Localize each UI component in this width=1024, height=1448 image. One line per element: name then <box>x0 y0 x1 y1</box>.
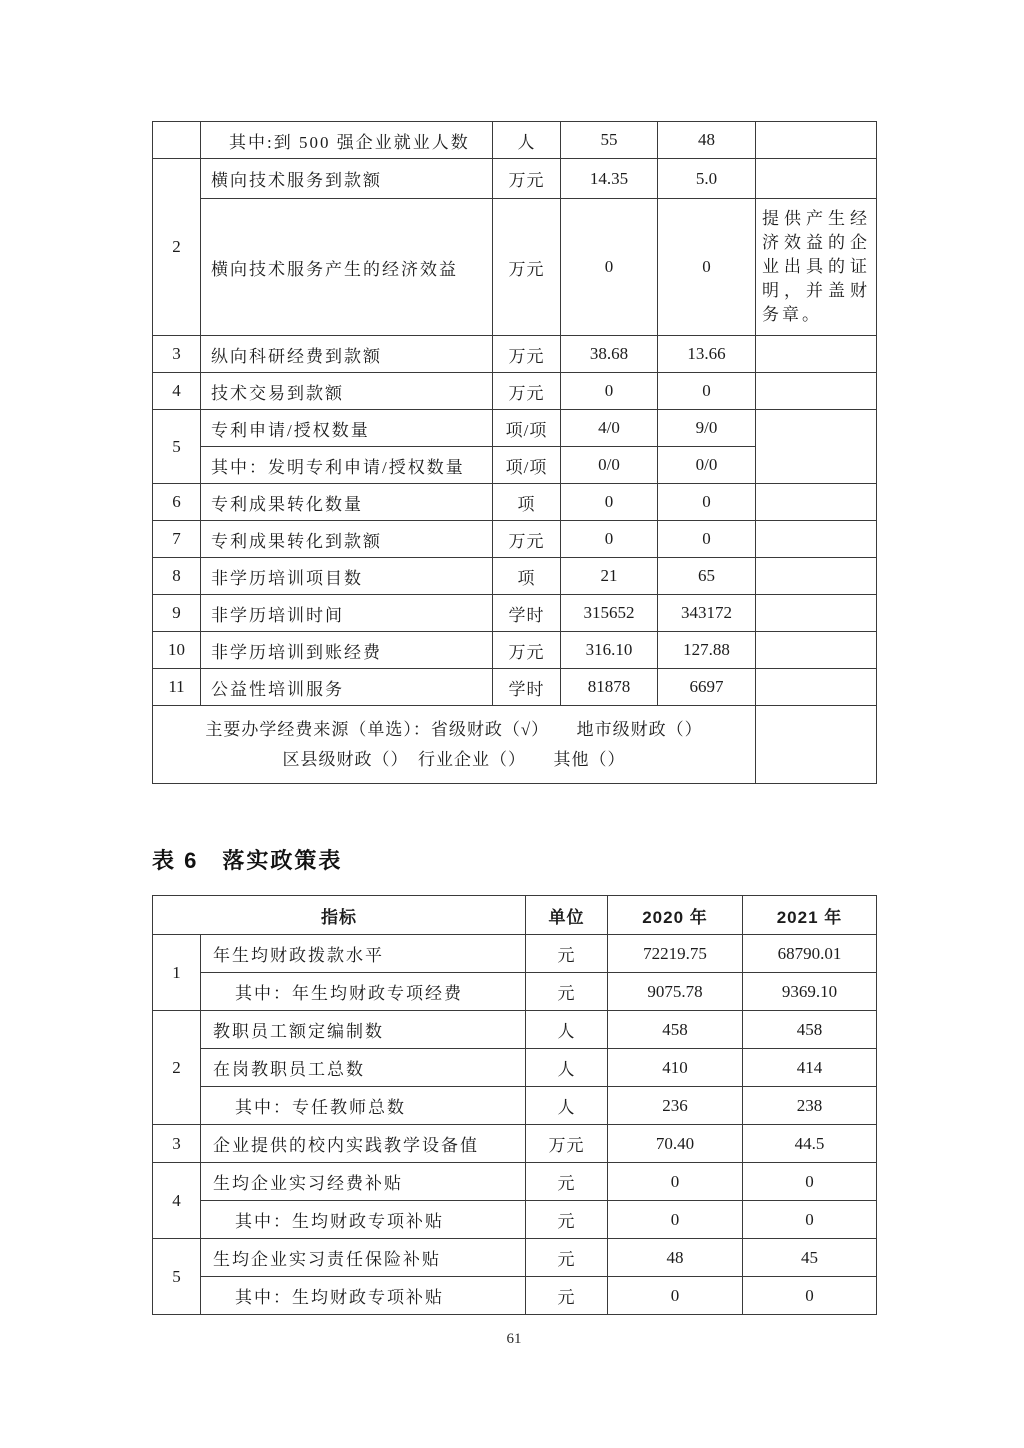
cell-unit: 万元 <box>493 159 561 199</box>
funding-source-cell <box>153 706 756 784</box>
cell-remark <box>756 122 877 159</box>
table-row <box>153 669 877 706</box>
header-2020: 2020 年 <box>608 896 743 935</box>
page-content <box>152 0 876 1348</box>
cell-indicator: 其中：生均财政专项补贴 <box>201 1277 526 1315</box>
header-row <box>153 896 877 935</box>
table-row <box>153 484 877 521</box>
cell-unit: 元 <box>526 1277 608 1315</box>
cell-row-number: 9 <box>153 595 201 632</box>
cell-value-2021: 13.66 <box>658 336 756 373</box>
cell-unit: 项 <box>493 484 561 521</box>
cell-indicator: 其中：专任教师总数 <box>201 1087 526 1125</box>
indicator-table-continued <box>152 121 877 784</box>
table-row <box>153 1163 877 1201</box>
cell-value-2020: 0 <box>608 1201 743 1239</box>
cell-indicator: 其中：生均财政专项补贴 <box>201 1201 526 1239</box>
table-row <box>153 1087 877 1125</box>
cell-indicator: 纵向科研经费到款额 <box>201 336 493 373</box>
cell-value-2020: 38.68 <box>561 336 658 373</box>
table-row <box>153 632 877 669</box>
cell-remark <box>756 558 877 595</box>
cell-indicator: 其中：年生均财政专项经费 <box>201 973 526 1011</box>
cell-unit: 学时 <box>493 669 561 706</box>
cell-value-2020: 0 <box>608 1163 743 1201</box>
cell-value-2021: 0 <box>658 373 756 410</box>
cell-value-2020: 14.35 <box>561 159 658 199</box>
cell-indicator: 专利申请/授权数量 <box>201 410 493 447</box>
cell-unit: 元 <box>526 1239 608 1277</box>
cell-value-2021: 0 <box>743 1163 877 1201</box>
cell-value-2021: 343172 <box>658 595 756 632</box>
cell-remark <box>756 336 877 373</box>
cell-indicator: 公益性培训服务 <box>201 669 493 706</box>
cell-value-2020: 0 <box>561 199 658 336</box>
cell-unit: 项 <box>493 558 561 595</box>
cell-indicator: 生均企业实习经费补贴 <box>201 1163 526 1201</box>
cell-value-2021: 65 <box>658 558 756 595</box>
table-row <box>153 373 877 410</box>
cell-remark <box>756 199 877 336</box>
cell-unit: 万元 <box>493 521 561 558</box>
table-row <box>153 1011 877 1049</box>
cell-value-2020: 0/0 <box>561 447 658 484</box>
cell-indicator: 非学历培训到账经费 <box>201 632 493 669</box>
funding-source-line2: 区县级财政（） 行业企业（） 其他（） <box>282 749 626 769</box>
cell-remark <box>756 521 877 558</box>
cell-remark <box>756 706 877 784</box>
cell-value-2021: 48 <box>658 122 756 159</box>
cell-indicator: 其中：发明专利申请/授权数量 <box>201 447 493 484</box>
cell-row-number: 10 <box>153 632 201 669</box>
cell-value-2021: 44.5 <box>743 1125 877 1163</box>
cell-remark <box>756 632 877 669</box>
cell-value-2021: 0 <box>658 521 756 558</box>
cell-value-2021: 0 <box>658 199 756 336</box>
cell-remark <box>756 595 877 632</box>
cell-indicator: 横向技术服务到款额 <box>201 159 493 199</box>
table-row <box>153 159 877 199</box>
cell-value-2020: 316.10 <box>561 632 658 669</box>
cell-value-2020: 0 <box>561 484 658 521</box>
cell-value-2021: 127.88 <box>658 632 756 669</box>
cell-row-number: 6 <box>153 484 201 521</box>
cell-value-2020: 81878 <box>561 669 658 706</box>
cell-indicator: 生均企业实习责任保险补贴 <box>201 1239 526 1277</box>
cell-indicator: 专利成果转化到款额 <box>201 521 493 558</box>
table-row <box>153 1125 877 1163</box>
table-row <box>153 973 877 1011</box>
cell-value-2020: 48 <box>608 1239 743 1277</box>
cell-row-number: 2 <box>153 1011 201 1125</box>
cell-unit: 人 <box>526 1011 608 1049</box>
cell-unit: 学时 <box>493 595 561 632</box>
table-row <box>153 336 877 373</box>
cell-remark <box>756 410 877 484</box>
cell-unit: 人 <box>526 1049 608 1087</box>
cell-unit: 项/项 <box>493 447 561 484</box>
table-row <box>153 122 877 159</box>
cell-remark <box>756 159 877 199</box>
cell-value-2021: 0/0 <box>658 447 756 484</box>
cell-unit: 元 <box>526 1201 608 1239</box>
cell-value-2020: 72219.75 <box>608 935 743 973</box>
cell-unit: 万元 <box>493 199 561 336</box>
cell-unit: 万元 <box>526 1125 608 1163</box>
cell-row-number: 1 <box>153 935 201 1011</box>
cell-value-2020: 70.40 <box>608 1125 743 1163</box>
cell-value-2020: 55 <box>561 122 658 159</box>
table-row <box>153 199 877 336</box>
cell-row-number <box>153 122 201 159</box>
cell-value-2020: 9075.78 <box>608 973 743 1011</box>
table-row <box>153 1049 877 1087</box>
header-unit: 单位 <box>526 896 608 935</box>
cell-value-2021: 68790.01 <box>743 935 877 973</box>
table-row <box>153 558 877 595</box>
cell-indicator: 非学历培训时间 <box>201 595 493 632</box>
table6-heading: 表 6 落实政策表 <box>152 848 343 873</box>
cell-value-2020: 458 <box>608 1011 743 1049</box>
header-2021: 2021 年 <box>743 896 877 935</box>
cell-value-2021: 6697 <box>658 669 756 706</box>
cell-value-2020: 21 <box>561 558 658 595</box>
table-row <box>153 595 877 632</box>
funding-source-line1: 主要办学经费来源（单选）：省级财政（√） 地市级财政（） <box>205 719 703 739</box>
cell-value-2021: 9369.10 <box>743 973 877 1011</box>
funding-source-row <box>153 706 877 784</box>
table-row <box>153 1277 877 1315</box>
cell-indicator: 其中:到 500 强企业就业人数 <box>201 122 493 159</box>
cell-value-2020: 0 <box>561 521 658 558</box>
cell-row-number: 4 <box>153 1163 201 1239</box>
cell-row-number: 7 <box>153 521 201 558</box>
cell-value-2020: 0 <box>608 1277 743 1315</box>
cell-value-2020: 236 <box>608 1087 743 1125</box>
cell-row-number: 2 <box>153 159 201 336</box>
cell-remark <box>756 373 877 410</box>
cell-row-number: 4 <box>153 373 201 410</box>
cell-value-2021: 458 <box>743 1011 877 1049</box>
cell-indicator: 非学历培训项目数 <box>201 558 493 595</box>
cell-value-2020: 0 <box>561 373 658 410</box>
cell-remark <box>756 484 877 521</box>
table-row <box>153 1201 877 1239</box>
cell-row-number: 5 <box>153 410 201 484</box>
cell-row-number: 3 <box>153 336 201 373</box>
cell-value-2021: 0 <box>658 484 756 521</box>
cell-value-2021: 238 <box>743 1087 877 1125</box>
cell-value-2020: 410 <box>608 1049 743 1087</box>
cell-value-2021: 414 <box>743 1049 877 1087</box>
cell-unit: 元 <box>526 973 608 1011</box>
cell-value-2021: 5.0 <box>658 159 756 199</box>
table-row <box>153 935 877 973</box>
table-row <box>153 1239 877 1277</box>
cell-value-2020: 4/0 <box>561 410 658 447</box>
cell-indicator: 横向技术服务产生的经济效益 <box>201 199 493 336</box>
cell-value-2021: 0 <box>743 1201 877 1239</box>
cell-indicator: 在岗教职员工总数 <box>201 1049 526 1087</box>
cell-unit: 人 <box>526 1087 608 1125</box>
cell-unit: 元 <box>526 1163 608 1201</box>
cell-unit: 项/项 <box>493 410 561 447</box>
cell-unit: 万元 <box>493 336 561 373</box>
cell-row-number: 3 <box>153 1125 201 1163</box>
cell-unit: 元 <box>526 935 608 973</box>
cell-value-2021: 0 <box>743 1277 877 1315</box>
cell-value-2021: 9/0 <box>658 410 756 447</box>
page-number: 61 <box>506 1331 522 1347</box>
cell-row-number: 11 <box>153 669 201 706</box>
table-row <box>153 521 877 558</box>
cell-remark <box>756 669 877 706</box>
cell-indicator: 专利成果转化数量 <box>201 484 493 521</box>
cell-value-2020: 315652 <box>561 595 658 632</box>
header-indicator: 指标 <box>153 896 526 935</box>
cell-unit: 人 <box>493 122 561 159</box>
remark-text: 提供产生经济效益的企业出具的证明，并盖财务章。 <box>762 209 870 324</box>
table-row <box>153 410 877 447</box>
cell-indicator: 技术交易到款额 <box>201 373 493 410</box>
cell-value-2021: 45 <box>743 1239 877 1277</box>
policy-table <box>152 895 877 1315</box>
cell-unit: 万元 <box>493 632 561 669</box>
cell-unit: 万元 <box>493 373 561 410</box>
cell-indicator: 教职员工额定编制数 <box>201 1011 526 1049</box>
cell-indicator: 企业提供的校内实践教学设备值 <box>201 1125 526 1163</box>
cell-row-number: 8 <box>153 558 201 595</box>
cell-row-number: 5 <box>153 1239 201 1315</box>
cell-indicator: 年生均财政拨款水平 <box>201 935 526 973</box>
